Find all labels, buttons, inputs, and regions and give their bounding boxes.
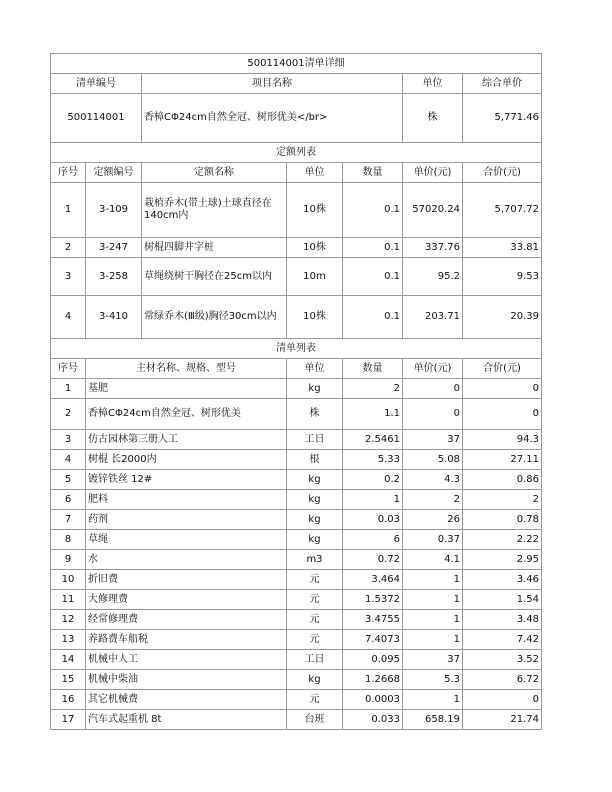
material-qty: 3.464 bbox=[343, 570, 403, 590]
material-row bbox=[51, 650, 542, 670]
material-row bbox=[51, 630, 542, 650]
material-row bbox=[51, 590, 542, 610]
material-total: 0.78 bbox=[463, 510, 542, 530]
material-no: 5 bbox=[51, 470, 86, 490]
material-price: 37 bbox=[403, 650, 463, 670]
quota-total: 5,707.72 bbox=[463, 183, 542, 238]
material-no: 2 bbox=[51, 399, 86, 430]
material-no: 11 bbox=[51, 590, 86, 610]
material-no: 16 bbox=[51, 690, 86, 710]
material-total: 0 bbox=[463, 690, 542, 710]
material-total: 2.95 bbox=[463, 550, 542, 570]
material-col-unit: 单位 bbox=[287, 359, 343, 379]
material-unit: 工日 bbox=[287, 430, 343, 450]
material-no: 8 bbox=[51, 530, 86, 550]
material-total: 3.52 bbox=[463, 650, 542, 670]
quota-no: 2 bbox=[51, 238, 86, 258]
material-total: 0 bbox=[463, 379, 542, 399]
quota-col-price: 单价(元) bbox=[403, 163, 463, 183]
quota-section-row bbox=[51, 143, 542, 163]
material-name: 草绳 bbox=[86, 530, 287, 550]
quota-qty: 0.1 bbox=[343, 258, 403, 296]
material-no: 17 bbox=[51, 710, 86, 730]
material-no: 7 bbox=[51, 510, 86, 530]
quota-row bbox=[51, 258, 542, 296]
material-row bbox=[51, 670, 542, 690]
material-name: 经常修理费 bbox=[86, 610, 287, 630]
material-name: 汽车式起重机 8t bbox=[86, 710, 287, 730]
material-unit: 工日 bbox=[287, 650, 343, 670]
material-row bbox=[51, 470, 542, 490]
material-qty: 0.095 bbox=[343, 650, 403, 670]
quota-row bbox=[51, 238, 542, 258]
material-name: 折旧费 bbox=[86, 570, 287, 590]
material-price: 37 bbox=[403, 430, 463, 450]
quota-header-row bbox=[51, 163, 542, 183]
material-qty: 6 bbox=[343, 530, 403, 550]
material-name: 其它机械费 bbox=[86, 690, 287, 710]
material-qty: 2 bbox=[343, 379, 403, 399]
quota-qty: 0.1 bbox=[343, 296, 403, 339]
quota-unit: 10m bbox=[287, 258, 343, 296]
material-row bbox=[51, 550, 542, 570]
price-header: 综合单价 bbox=[463, 74, 542, 94]
material-name: 树棍 长2000内 bbox=[86, 450, 287, 470]
quota-total: 9.53 bbox=[463, 258, 542, 296]
quota-qty: 0.1 bbox=[343, 183, 403, 238]
table-title: 500114001清单详细 bbox=[51, 54, 542, 74]
quota-qty: 0.1 bbox=[343, 238, 403, 258]
quota-code: 3-109 bbox=[86, 183, 142, 238]
quota-col-code: 定额编号 bbox=[86, 163, 142, 183]
quota-row bbox=[51, 183, 542, 238]
material-row bbox=[51, 510, 542, 530]
material-row bbox=[51, 430, 542, 450]
material-price: 2 bbox=[403, 490, 463, 510]
material-no: 1 bbox=[51, 379, 86, 399]
material-row bbox=[51, 690, 542, 710]
material-qty: 5.33 bbox=[343, 450, 403, 470]
quota-name: 树棍四脚井字桩 bbox=[142, 238, 287, 258]
quota-total: 33.81 bbox=[463, 238, 542, 258]
code-header: 清单编号 bbox=[51, 74, 142, 94]
material-row bbox=[51, 710, 542, 730]
material-name: 镀锌铁丝 12# bbox=[86, 470, 287, 490]
material-no: 14 bbox=[51, 650, 86, 670]
item-row bbox=[51, 94, 542, 143]
material-price: 0 bbox=[403, 399, 463, 430]
material-unit: kg bbox=[287, 670, 343, 690]
material-unit: 元 bbox=[287, 570, 343, 590]
material-unit: kg bbox=[287, 530, 343, 550]
material-qty: 0.033 bbox=[343, 710, 403, 730]
material-total: 6.72 bbox=[463, 670, 542, 690]
material-unit: m3 bbox=[287, 550, 343, 570]
material-total: 3.48 bbox=[463, 610, 542, 630]
material-qty: 3.4755 bbox=[343, 610, 403, 630]
material-price: 5.3 bbox=[403, 670, 463, 690]
item-code: 500114001 bbox=[51, 94, 142, 143]
material-no: 9 bbox=[51, 550, 86, 570]
quota-name: 栽植乔木(带土球)土球直径在140cm内 bbox=[142, 183, 287, 238]
material-unit: 元 bbox=[287, 610, 343, 630]
quota-code: 3-410 bbox=[86, 296, 142, 339]
material-price: 0.37 bbox=[403, 530, 463, 550]
header-row bbox=[51, 74, 542, 94]
quota-no: 4 bbox=[51, 296, 86, 339]
material-unit: kg bbox=[287, 379, 343, 399]
material-unit: kg bbox=[287, 490, 343, 510]
quota-name: 常绿乔木(Ⅲ级)胸径30cm以内 bbox=[142, 296, 287, 339]
material-row bbox=[51, 530, 542, 550]
material-row bbox=[51, 610, 542, 630]
material-total: 2 bbox=[463, 490, 542, 510]
quota-unit: 10株 bbox=[287, 296, 343, 339]
material-name: 基肥 bbox=[86, 379, 287, 399]
quota-col-total: 合价(元) bbox=[463, 163, 542, 183]
material-unit: 元 bbox=[287, 630, 343, 650]
material-col-total: 合价(元) bbox=[463, 359, 542, 379]
material-price: 1 bbox=[403, 570, 463, 590]
material-total: 0.86 bbox=[463, 470, 542, 490]
quota-col-qty: 数量 bbox=[343, 163, 403, 183]
material-price: 5.08 bbox=[403, 450, 463, 470]
material-section-row bbox=[51, 339, 542, 359]
material-price: 26 bbox=[403, 510, 463, 530]
material-row bbox=[51, 450, 542, 470]
title-row bbox=[51, 54, 542, 74]
item-price: 5,771.46 bbox=[463, 94, 542, 143]
material-no: 13 bbox=[51, 630, 86, 650]
bill-detail-table bbox=[50, 53, 542, 730]
quota-total: 20.39 bbox=[463, 296, 542, 339]
material-no: 3 bbox=[51, 430, 86, 450]
quota-price: 57020.24 bbox=[403, 183, 463, 238]
unit-header: 单位 bbox=[403, 74, 463, 94]
material-row bbox=[51, 490, 542, 510]
material-price: 4.3 bbox=[403, 470, 463, 490]
material-total: 0 bbox=[463, 399, 542, 430]
material-unit: 元 bbox=[287, 590, 343, 610]
quota-section-title: 定额列表 bbox=[51, 143, 542, 163]
material-total: 2.22 bbox=[463, 530, 542, 550]
material-name: 机械中人工 bbox=[86, 650, 287, 670]
quota-unit: 10株 bbox=[287, 238, 343, 258]
quota-price: 203.71 bbox=[403, 296, 463, 339]
material-row bbox=[51, 379, 542, 399]
material-qty: 0.0003 bbox=[343, 690, 403, 710]
material-qty: 1.5372 bbox=[343, 590, 403, 610]
material-col-price: 单价(元) bbox=[403, 359, 463, 379]
material-price: 1 bbox=[403, 590, 463, 610]
quota-col-name: 定额名称 bbox=[142, 163, 287, 183]
material-name: 香樟CΦ24cm自然全冠、树形优美 bbox=[86, 399, 287, 430]
material-total: 27.11 bbox=[463, 450, 542, 470]
material-header-row bbox=[51, 359, 542, 379]
material-name: 药剂 bbox=[86, 510, 287, 530]
quota-price: 95.2 bbox=[403, 258, 463, 296]
item-name: 香樟CΦ24cm自然全冠、树形优美</br> bbox=[142, 94, 403, 143]
material-qty: 1 bbox=[343, 490, 403, 510]
material-price: 1 bbox=[403, 690, 463, 710]
material-unit: 根 bbox=[287, 450, 343, 470]
material-unit: kg bbox=[287, 510, 343, 530]
material-price: 0 bbox=[403, 379, 463, 399]
quota-unit: 10株 bbox=[287, 183, 343, 238]
material-name: 机械中柴油 bbox=[86, 670, 287, 690]
material-row bbox=[51, 399, 542, 430]
item-unit: 株 bbox=[403, 94, 463, 143]
material-unit: kg bbox=[287, 470, 343, 490]
material-qty: 0.2 bbox=[343, 470, 403, 490]
quota-no: 1 bbox=[51, 183, 86, 238]
material-qty: 2.5461 bbox=[343, 430, 403, 450]
material-qty: 0.03 bbox=[343, 510, 403, 530]
material-row bbox=[51, 570, 542, 590]
material-no: 15 bbox=[51, 670, 86, 690]
material-name: 肥料 bbox=[86, 490, 287, 510]
name-header: 项目名称 bbox=[142, 74, 403, 94]
material-col-name: 主材名称、规格、型号 bbox=[86, 359, 287, 379]
quota-row bbox=[51, 296, 542, 339]
material-col-no: 序号 bbox=[51, 359, 86, 379]
material-no: 4 bbox=[51, 450, 86, 470]
material-price: 1 bbox=[403, 630, 463, 650]
quota-name: 草绳绕树干胸径在25cm以内 bbox=[142, 258, 287, 296]
quota-col-no: 序号 bbox=[51, 163, 86, 183]
material-qty: 7.4073 bbox=[343, 630, 403, 650]
material-name: 水 bbox=[86, 550, 287, 570]
material-name: 养路费车船税 bbox=[86, 630, 287, 650]
material-price: 658.19 bbox=[403, 710, 463, 730]
material-total: 7.42 bbox=[463, 630, 542, 650]
material-qty: 1.1 bbox=[343, 399, 403, 430]
material-qty: 1.2668 bbox=[343, 670, 403, 690]
material-total: 1.54 bbox=[463, 590, 542, 610]
quota-no: 3 bbox=[51, 258, 86, 296]
material-no: 10 bbox=[51, 570, 86, 590]
quota-price: 337.76 bbox=[403, 238, 463, 258]
material-total: 3.46 bbox=[463, 570, 542, 590]
material-name: 仿古园林第三册人工 bbox=[86, 430, 287, 450]
material-price: 1 bbox=[403, 610, 463, 630]
material-total: 94.3 bbox=[463, 430, 542, 450]
material-name: 大修理费 bbox=[86, 590, 287, 610]
material-qty: 0.72 bbox=[343, 550, 403, 570]
material-section-title: 清单列表 bbox=[51, 339, 542, 359]
material-unit: 株 bbox=[287, 399, 343, 430]
quota-col-unit: 单位 bbox=[287, 163, 343, 183]
material-price: 4.1 bbox=[403, 550, 463, 570]
quota-code: 3-258 bbox=[86, 258, 142, 296]
material-unit: 台班 bbox=[287, 710, 343, 730]
material-total: 21.74 bbox=[463, 710, 542, 730]
quota-code: 3-247 bbox=[86, 238, 142, 258]
material-unit: 元 bbox=[287, 690, 343, 710]
material-no: 12 bbox=[51, 610, 86, 630]
material-col-qty: 数量 bbox=[343, 359, 403, 379]
material-no: 6 bbox=[51, 490, 86, 510]
